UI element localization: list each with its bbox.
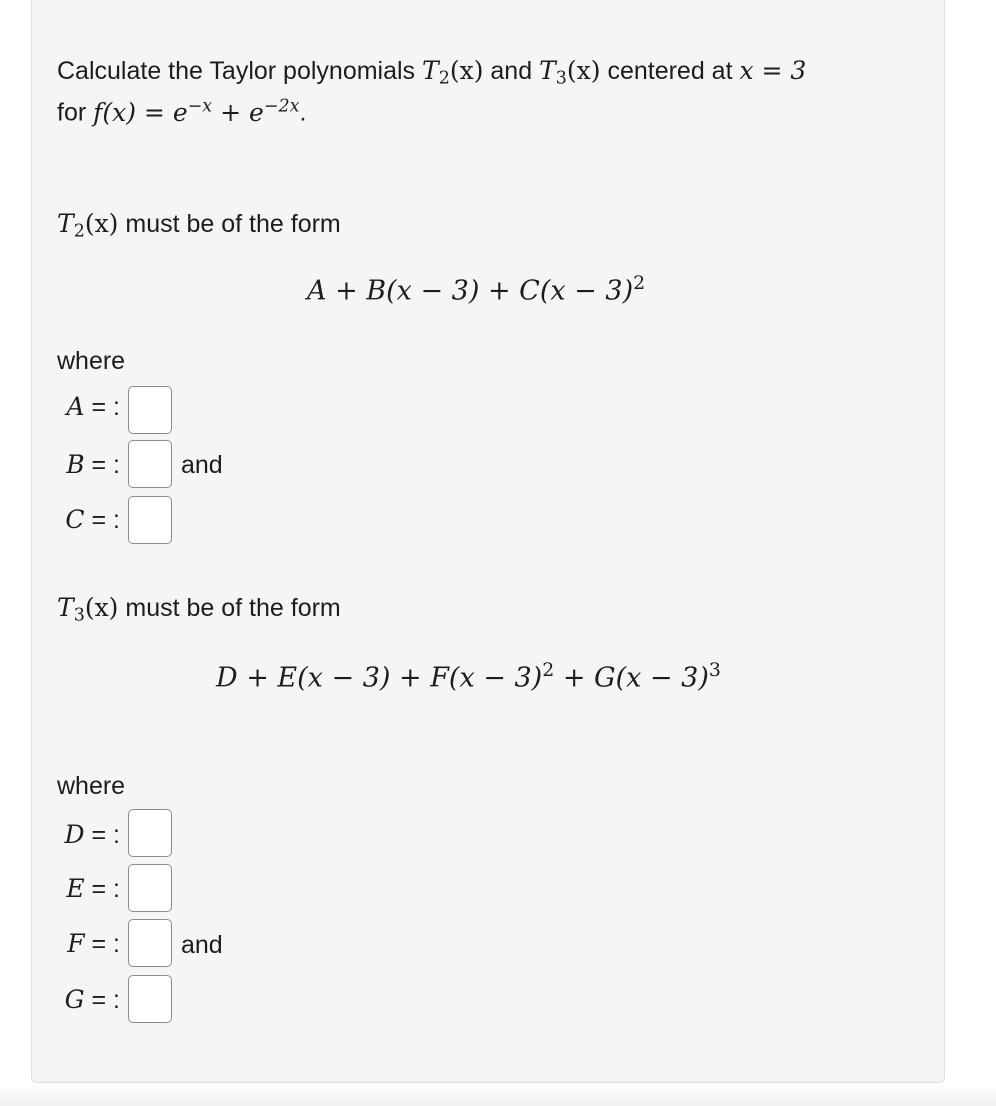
input-C[interactable] — [128, 496, 172, 544]
t2-symbol: $T_2(x)$ — [422, 56, 484, 89]
t3-and-text: and — [181, 931, 223, 959]
label-C: C = : — [65, 505, 120, 534]
page-bottom-band — [0, 1088, 996, 1106]
intro-period: . — [299, 98, 307, 127]
t2-where-label: where — [57, 347, 126, 375]
intro-text: Calculate the Taylor polynomials — [57, 57, 423, 85]
label-A: A = : — [66, 392, 120, 421]
t3-formula: $D + E(x - 3) + F(x - 3)^2 + G(x - 3)^3$ — [216, 659, 721, 694]
input-E[interactable] — [128, 864, 172, 912]
t3-form-heading: $T_3(x)$ must be of the form — [57, 593, 341, 626]
label-F: F = : — [67, 929, 120, 958]
label-G: G = : — [64, 985, 120, 1014]
t2-form-heading: $T_2(x)$ must be of the form — [57, 209, 341, 242]
label-D: D = : — [64, 820, 120, 849]
t2-formula: $A + B(x - 3) + C(x - 3)^2$ — [307, 272, 646, 307]
t2-and-text: and — [181, 451, 223, 479]
input-B[interactable] — [128, 440, 172, 488]
intro-centered-text: centered at — [600, 57, 740, 85]
t3-where-label: where — [57, 772, 126, 800]
function-formula: $f(x) = e^{-x} + e^{-2x}$ — [93, 96, 300, 127]
question-intro-line-1 — [57, 56, 806, 89]
intro-center-value: x = 3 — [739, 56, 807, 85]
intro-for: for — [57, 98, 94, 127]
input-D[interactable] — [128, 809, 172, 857]
input-F[interactable] — [128, 919, 172, 967]
question-intro-line-2 — [57, 96, 306, 128]
t3-symbol: $T_3(x)$ — [539, 56, 601, 89]
intro-and: and — [483, 57, 540, 85]
label-B: B = : — [66, 450, 120, 479]
input-A[interactable] — [128, 386, 172, 434]
input-G[interactable] — [128, 975, 172, 1023]
label-E: E = : — [66, 874, 120, 903]
